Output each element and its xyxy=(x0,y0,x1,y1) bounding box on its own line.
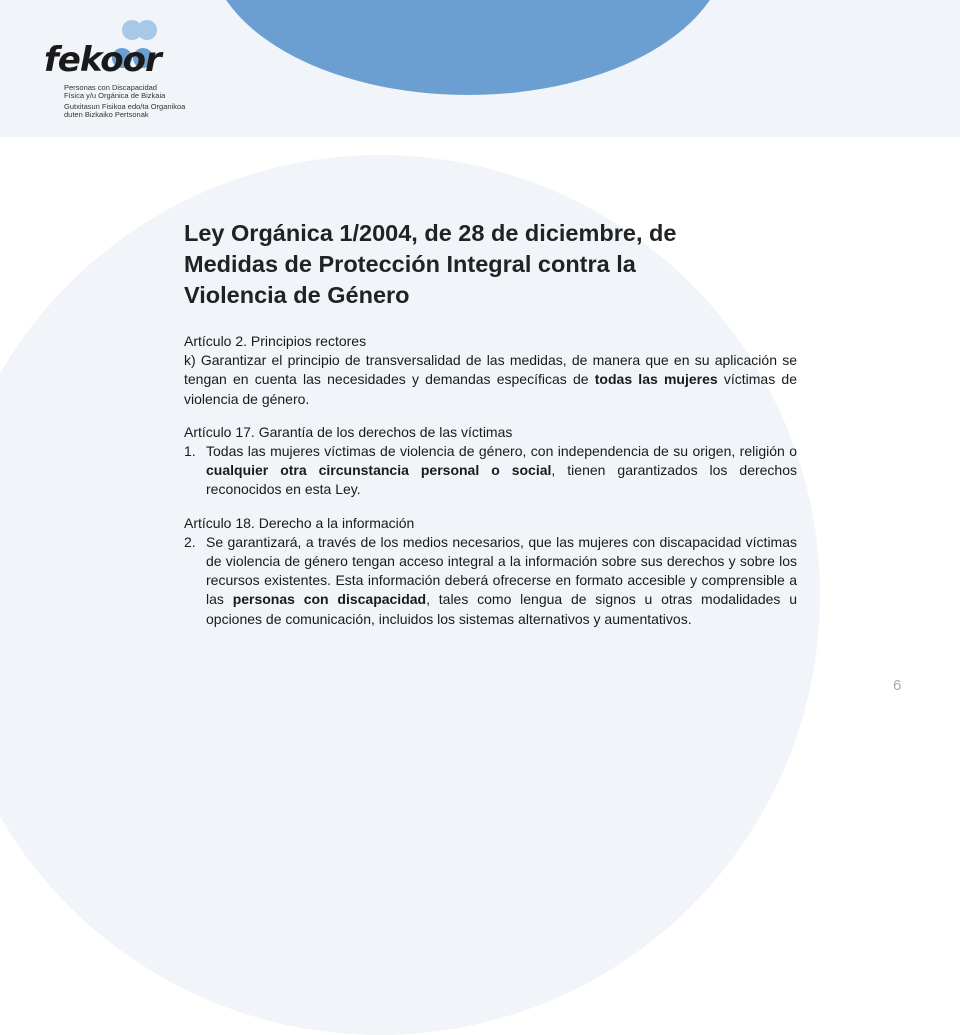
title-line-2: Medidas de Protección Integral contra la xyxy=(184,251,636,277)
logo-subtitle-4: duten Bizkaiko Pertsonak xyxy=(64,110,149,119)
logo-subtitle-3: Gutxitasun Fisikoa edo/ta Organikoa xyxy=(64,102,186,111)
logo-wordmark: fekoor xyxy=(44,40,161,80)
title-line-3: Violencia de Género xyxy=(184,282,410,308)
article-17-emphasis: cualquier otra circunstancia personal o social xyxy=(206,462,552,479)
page-number: 6 xyxy=(893,677,902,694)
article-18-heading: Artículo 18. Derecho a la información xyxy=(184,514,415,531)
logo-subtitle-2: Física y/u Orgánica de Bizkaia xyxy=(64,91,166,100)
item-number: 2. xyxy=(184,533,196,550)
article-18-text: Se garantizará, a través de los medios necesarios, que las mujeres con discapacidad víctimas de violencia de género tengan acceso integral a la información sobre sus derechos y sobre los recursos existentes. Esta información deberá ofrecerse en formato accesible y comprensible a las personas con discapacidad, tales como lengua de signos u otras modalidades u opciones de comunicación, incluidos los sistemas alternativos y aumentativos. xyxy=(206,533,797,627)
article-2 xyxy=(184,332,797,409)
article-2-text: k) Garantizar el principio de transversalidad de las medidas, de manera que en su aplicación se tengan en cuenta las necesidades y demandas específicas de todas las mujeres víctimas de violencia de género. xyxy=(184,352,797,407)
article-18-item xyxy=(184,533,797,629)
title-line-1: Ley Orgánica 1/2004, de 28 de diciembre, de xyxy=(184,220,677,246)
fekoor-logo xyxy=(44,18,194,128)
logo-subtitle-1: Personas con Discapacidad xyxy=(64,83,157,92)
article-2-emphasis: todas las mujeres xyxy=(594,371,718,388)
article-17-item xyxy=(184,442,797,500)
article-18 xyxy=(184,514,797,629)
decorative-blob xyxy=(208,0,728,95)
item-number: 1. xyxy=(184,443,196,460)
article-18-emphasis: personas con discapacidad xyxy=(232,591,427,608)
article-17-text: Todas las mujeres víctimas de violencia de género, con independencia de su origen, religión o cualquier otra circunstancia personal o social, tienen garantizados los derechos reconocidos en esta Ley. xyxy=(206,443,798,498)
article-2-heading: Artículo 2. Principios rectores xyxy=(184,333,367,349)
slide-content xyxy=(184,218,797,629)
article-17-heading: Artículo 17. Garantía de los derechos de las víctimas xyxy=(184,423,513,440)
article-17 xyxy=(184,423,797,500)
slide-title xyxy=(184,218,797,311)
